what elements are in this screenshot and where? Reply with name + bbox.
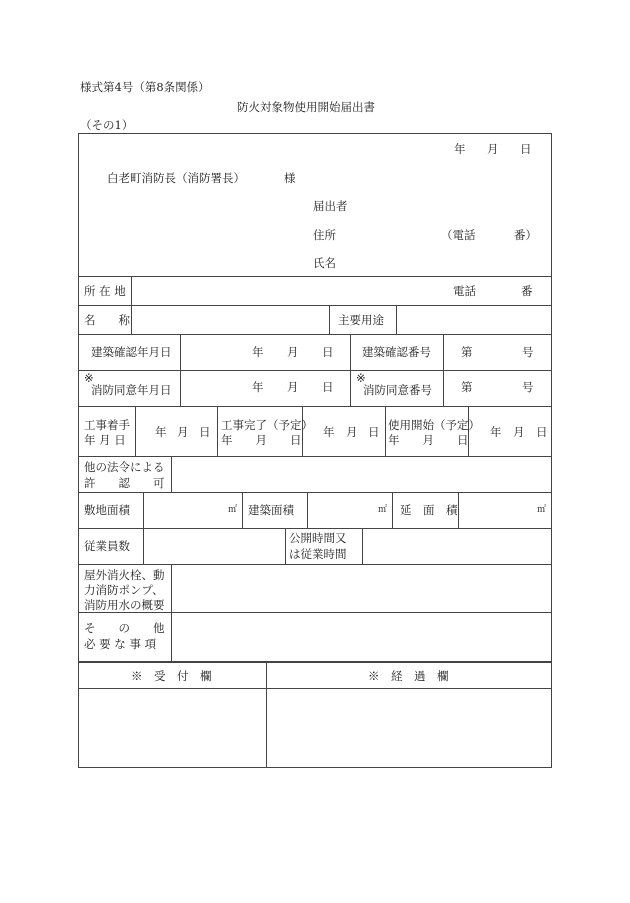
fire-consent-month: 月 [287,380,299,394]
date-month-label: 月 [487,142,499,156]
form-number: 様式第4号（第8条関係） [80,80,210,94]
build-confirm-no-label: 建築確認番号 [362,345,431,359]
use-start-label-2: 年 月 日 [388,433,469,447]
notifier-label: 届出者 [313,199,348,213]
other-law-label-2: 許 認 可 [84,476,165,490]
work-end-month: 月 [346,425,358,439]
hydrant-label-3: 消防用水の概要 [84,598,165,612]
work-start-year: 年 [155,425,167,439]
fire-consent-dai: 第 [461,380,473,394]
location-ban-label: 番 [521,284,533,298]
build-confirm-go: 号 [522,345,534,359]
fire-consent-mark: ※ [84,371,94,385]
fire-consent-no-label: 消防同意番号 [363,383,432,397]
name-label: 氏名 [313,256,336,270]
date-year-label: 年 [454,142,466,156]
form-title: 防火対象物使用開始届出書 [237,100,375,114]
hydrant-label-1: 屋外消火栓、動 [84,568,165,582]
employees-label: 従業員数 [84,539,130,553]
date-day-label: 日 [520,142,532,156]
other-matters-label-2: 必 要 な 事 項 [84,637,157,651]
fire-consent-day: 日 [322,380,334,394]
build-confirm-month: 月 [287,345,299,359]
main-use-label: 主要用途 [338,313,384,327]
site-area-label: 敷地面積 [84,503,130,517]
recipient: 白老町消防長（消防署長） [107,171,245,185]
build-confirm-dai: 第 [461,345,473,359]
progress-column-header: ※ 経 過 欄 [368,669,449,683]
location-phone-label: 電話 [453,284,476,298]
address-label: 住所 [313,228,336,242]
building-area-unit: ㎡ [378,505,388,515]
form-part: （その1） [80,118,134,132]
work-end-day: 日 [368,425,380,439]
use-start-day: 日 [536,425,548,439]
use-start-label-1: 使用開始（予定） [388,418,480,432]
fire-consent-date-label: 消防同意年月日 [91,383,172,397]
reception-column-header: ※ 受 付 欄 [131,669,212,683]
work-end-label-2: 年 月 日 [221,433,302,447]
work-start-label-2: 年 月 日 [84,433,126,447]
floor-area-unit: ㎡ [537,505,547,515]
location-label: 所 在 地 [84,284,126,298]
work-end-label-1: 工事完了（予定） [221,418,313,432]
hydrant-label-2: 力消防ポンプ、 [84,583,164,597]
build-confirm-date-label: 建築確認年月日 [91,345,172,359]
building-area-label: 建築面積 [248,503,294,517]
fire-consent-year: 年 [252,380,264,394]
honorific: 様 [284,171,296,185]
fire-consent-go: 号 [522,380,534,394]
other-matters-label-1: そ の 他 [84,621,165,635]
work-end-year: 年 [323,425,335,439]
site-area-unit: ㎡ [228,505,238,515]
floor-area-label: 延 面 積 [400,503,458,517]
hours-label-1: 公開時間又 [289,531,347,545]
work-start-month: 月 [177,425,189,439]
phone-close-label: 番） [514,228,537,242]
build-confirm-year: 年 [252,345,264,359]
phone-open-label: （電話 [441,228,476,242]
other-law-label-1: 他の法令による [84,460,165,474]
fire-consent-no-mark: ※ [356,371,366,385]
use-start-year: 年 [490,425,502,439]
build-confirm-day: 日 [322,345,334,359]
work-start-label-1: 工事着手 [84,418,130,432]
use-start-month: 月 [513,425,525,439]
work-start-day: 日 [199,425,211,439]
hours-label-2: は従業時間 [289,547,347,561]
facility-name-label: 名 称 [84,313,130,327]
